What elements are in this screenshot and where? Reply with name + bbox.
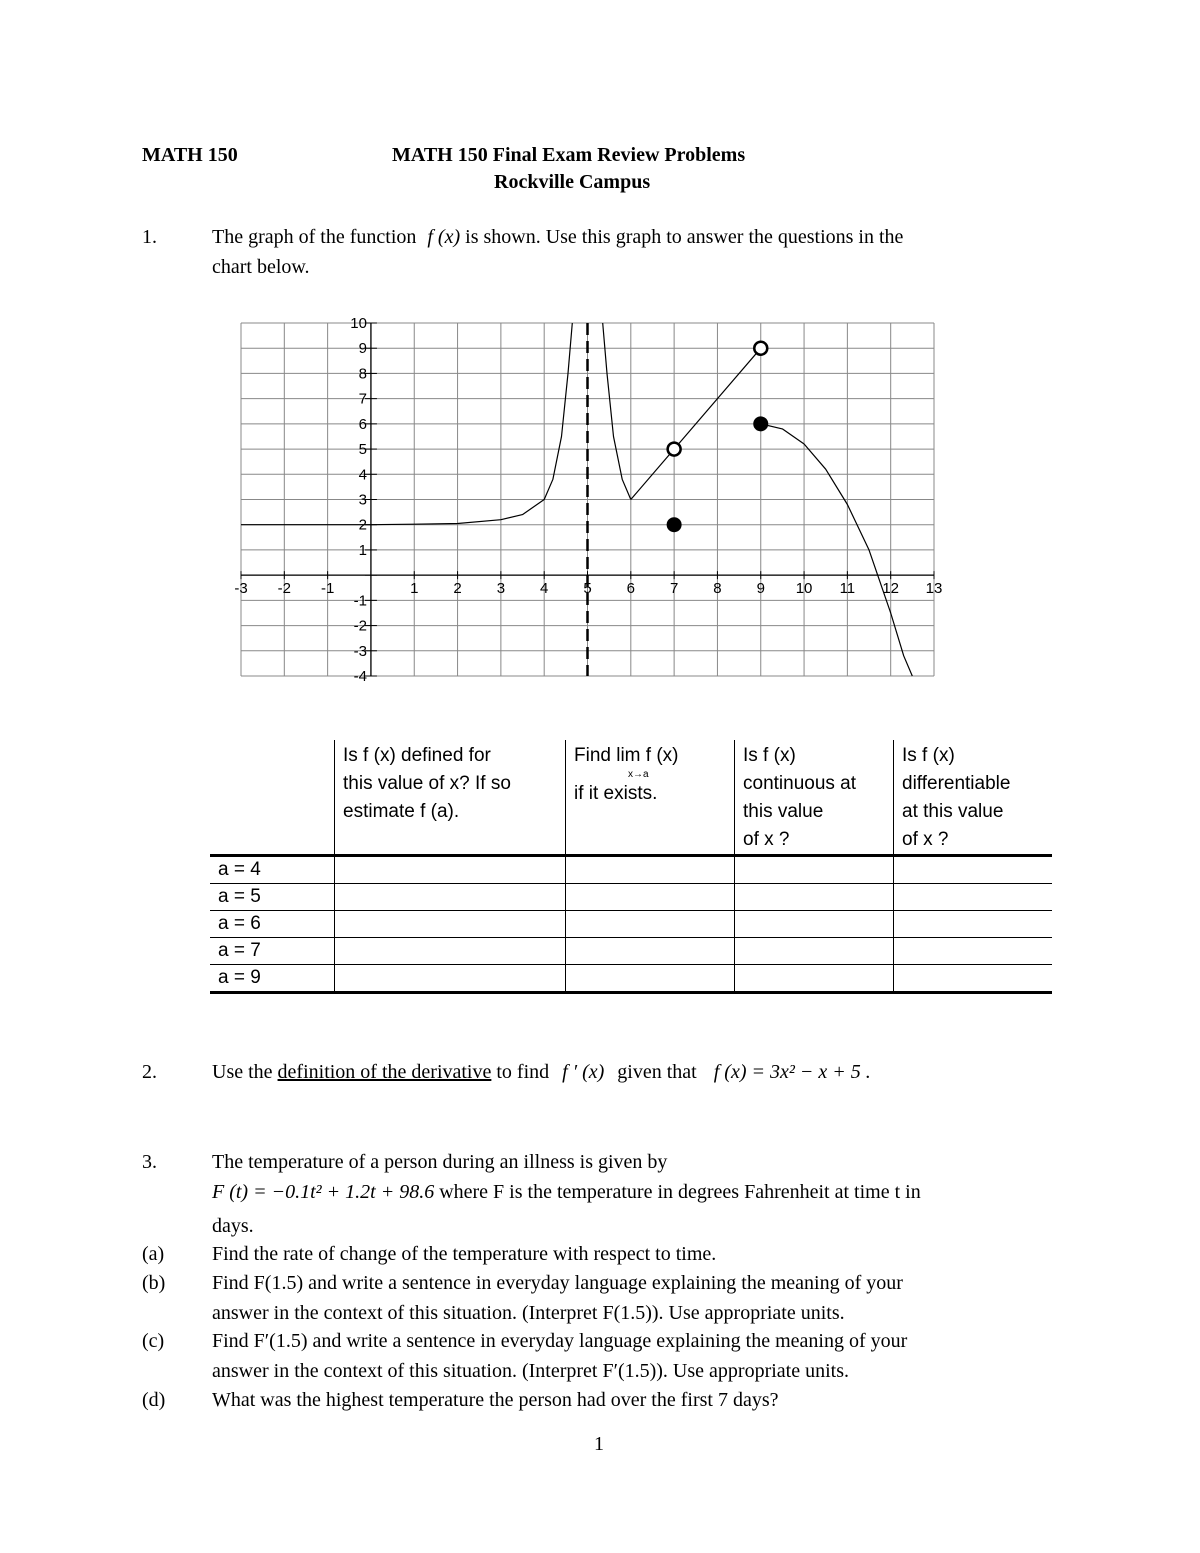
problem-3-intro: The temperature of a person during an illness is given by bbox=[212, 1151, 668, 1173]
answer-cell[interactable] bbox=[735, 856, 894, 884]
header-differentiable-line-4: of x ? bbox=[902, 829, 949, 850]
problem-2-number: 2. bbox=[142, 1061, 157, 1083]
x-tick-label: 4 bbox=[540, 580, 549, 598]
header-continuous-line-1: Is f (x) bbox=[743, 745, 796, 766]
table-row bbox=[210, 965, 1052, 993]
x-tick-label: 9 bbox=[756, 580, 765, 598]
problem-2-text-b: to find bbox=[496, 1061, 550, 1083]
limits-chart-table bbox=[210, 740, 1052, 994]
table-row bbox=[210, 938, 1052, 965]
derivative-definition-link: definition of the derivative bbox=[277, 1061, 492, 1083]
x-tick-label: 2 bbox=[453, 580, 462, 598]
y-tick-label: -2 bbox=[353, 617, 367, 635]
row-label: a = 6 bbox=[210, 911, 335, 938]
header-continuous bbox=[735, 740, 894, 856]
y-tick-label: 1 bbox=[358, 541, 367, 559]
x-tick-label: 12 bbox=[882, 580, 900, 598]
answer-cell[interactable] bbox=[894, 965, 1053, 993]
part-a-label: (a) bbox=[142, 1243, 165, 1265]
part-d-label: (d) bbox=[142, 1389, 166, 1411]
table-header-row bbox=[210, 740, 1052, 856]
problem-3-intro-b: where F is the temperature in degrees Fahrenheit at time t in bbox=[439, 1181, 921, 1203]
y-tick-label: 2 bbox=[358, 516, 367, 534]
course-code: MATH 150 bbox=[142, 144, 238, 166]
y-tick-label: -4 bbox=[353, 668, 367, 685]
problem-2-text bbox=[212, 1060, 871, 1084]
problem-1-text-a: The graph of the function bbox=[212, 226, 417, 248]
y-tick-label: 10 bbox=[350, 315, 367, 332]
x-tick-label: 13 bbox=[925, 580, 943, 598]
problem-2-fprime: f ′ (x) bbox=[562, 1061, 605, 1083]
x-tick-label: 6 bbox=[626, 580, 635, 598]
table-row bbox=[210, 911, 1052, 938]
page-title: MATH 150 Final Exam Review Problems bbox=[392, 144, 746, 166]
row-label: a = 4 bbox=[210, 856, 335, 884]
answer-cell[interactable] bbox=[335, 856, 566, 884]
answer-cell[interactable] bbox=[735, 884, 894, 911]
answer-cell[interactable] bbox=[735, 965, 894, 993]
header-continuous-line-3: this value bbox=[743, 801, 824, 822]
x-tick-label: 5 bbox=[583, 580, 592, 598]
header-limit bbox=[566, 740, 735, 856]
part-c-label: (c) bbox=[142, 1330, 165, 1352]
open-point bbox=[754, 342, 767, 355]
header-defined-line-1: Is f (x) defined for bbox=[343, 745, 491, 766]
answer-cell[interactable] bbox=[566, 965, 735, 993]
y-tick-label: 5 bbox=[358, 441, 367, 459]
x-tick-label: -3 bbox=[234, 580, 248, 598]
answer-cell[interactable] bbox=[735, 911, 894, 938]
y-tick-label: 8 bbox=[358, 365, 367, 383]
campus-subtitle: Rockville Campus bbox=[494, 171, 651, 193]
answer-cell[interactable] bbox=[566, 911, 735, 938]
header-differentiable bbox=[894, 740, 1053, 856]
part-a-text: Find the rate of change of the temperature with respect to time. bbox=[212, 1243, 717, 1265]
problem-1-function: f (x) bbox=[427, 226, 461, 248]
x-tick-label: 10 bbox=[795, 580, 813, 598]
x-tick-label: 11 bbox=[839, 580, 856, 598]
function-curve bbox=[603, 323, 631, 500]
problem-3-equation: F (t) = −0.1t² + 1.2t + 98.6 bbox=[212, 1181, 435, 1203]
function-graph bbox=[0, 0, 1200, 700]
problem-1-text-line-2: chart below. bbox=[212, 256, 310, 278]
row-label: a = 7 bbox=[210, 938, 335, 965]
x-tick-label: 3 bbox=[496, 580, 506, 598]
answer-cell[interactable] bbox=[335, 911, 566, 938]
x-tick-label: 7 bbox=[669, 580, 679, 598]
limit-subscript: x→a bbox=[628, 769, 649, 780]
part-b-label: (b) bbox=[142, 1272, 166, 1294]
y-tick-label: -3 bbox=[353, 642, 367, 660]
header-continuous-line-4: of x ? bbox=[743, 829, 790, 850]
row-label: a = 9 bbox=[210, 965, 335, 993]
x-tick-label: 1 bbox=[410, 580, 419, 598]
header-differentiable-line-3: at this value bbox=[902, 801, 1004, 822]
table-row bbox=[210, 884, 1052, 911]
answer-cell[interactable] bbox=[894, 911, 1053, 938]
x-tick-label: -1 bbox=[320, 580, 335, 598]
graph-grid bbox=[241, 323, 934, 676]
part-d-text: What was the highest temperature the person had over the first 7 days? bbox=[212, 1389, 779, 1411]
header-differentiable-line-2: differentiable bbox=[902, 773, 1011, 794]
y-tick-label: -1 bbox=[353, 592, 367, 610]
answer-cell[interactable] bbox=[566, 938, 735, 965]
table-row bbox=[210, 856, 1052, 884]
part-b-text-1: Find F(1.5) and write a sentence in everyday language explaining the meaning of your bbox=[212, 1272, 903, 1294]
header-limit-line-1: Find lim f (x) bbox=[574, 745, 679, 766]
header-defined bbox=[335, 740, 566, 856]
answer-cell[interactable] bbox=[335, 938, 566, 965]
answer-cell[interactable] bbox=[335, 965, 566, 993]
open-point bbox=[668, 443, 681, 456]
answer-cell[interactable] bbox=[735, 938, 894, 965]
answer-cell[interactable] bbox=[894, 856, 1053, 884]
answer-cell[interactable] bbox=[894, 884, 1053, 911]
answer-cell[interactable] bbox=[894, 938, 1053, 965]
part-c-text-2: answer in the context of this situation. (Interpret F′(1.5)). Use appropriate units. bbox=[212, 1360, 849, 1382]
closed-point bbox=[753, 416, 768, 431]
header-defined-line-3: estimate f (a). bbox=[343, 801, 460, 822]
closed-point bbox=[667, 517, 682, 532]
y-tick-label: 4 bbox=[358, 466, 367, 484]
problem-2-text-c: given that bbox=[617, 1061, 697, 1083]
x-tick-label: 8 bbox=[713, 580, 722, 598]
problem-1-number: 1. bbox=[142, 226, 157, 248]
problem-2-equation: f (x) = 3x² − x + 5 . bbox=[713, 1061, 871, 1083]
problem-3-equation-line bbox=[212, 1180, 921, 1204]
problem-1-text-b: is shown. Use this graph to answer the questions in the bbox=[465, 226, 904, 248]
problem-2-text-a: Use the bbox=[212, 1061, 273, 1083]
part-b-text-2: answer in the context of this situation. (Interpret F(1.5)). Use appropriate units. bbox=[212, 1302, 845, 1324]
y-tick-label: 6 bbox=[358, 415, 367, 433]
header-blank bbox=[210, 740, 335, 856]
answer-cell[interactable] bbox=[335, 884, 566, 911]
page-number: 1 bbox=[594, 1433, 604, 1455]
header-limit-line-2: if it exists. bbox=[574, 783, 658, 804]
answer-cell[interactable] bbox=[566, 884, 735, 911]
answer-cell[interactable] bbox=[566, 856, 735, 884]
header-defined-line-2: this value of x? If so bbox=[343, 773, 511, 794]
x-tick-label: -2 bbox=[277, 580, 291, 598]
header-differentiable-line-1: Is f (x) bbox=[902, 745, 955, 766]
y-tick-label: 9 bbox=[358, 340, 367, 358]
header-continuous-line-2: continuous at bbox=[743, 773, 857, 794]
problem-3-intro-c: days. bbox=[212, 1215, 254, 1237]
y-tick-label: 7 bbox=[358, 390, 367, 408]
problem-3-number: 3. bbox=[142, 1151, 157, 1173]
part-c-text-1: Find F′(1.5) and write a sentence in everyday language explaining the meaning of your bbox=[212, 1330, 908, 1352]
y-tick-label: 3 bbox=[358, 491, 367, 509]
row-label: a = 5 bbox=[210, 884, 335, 911]
